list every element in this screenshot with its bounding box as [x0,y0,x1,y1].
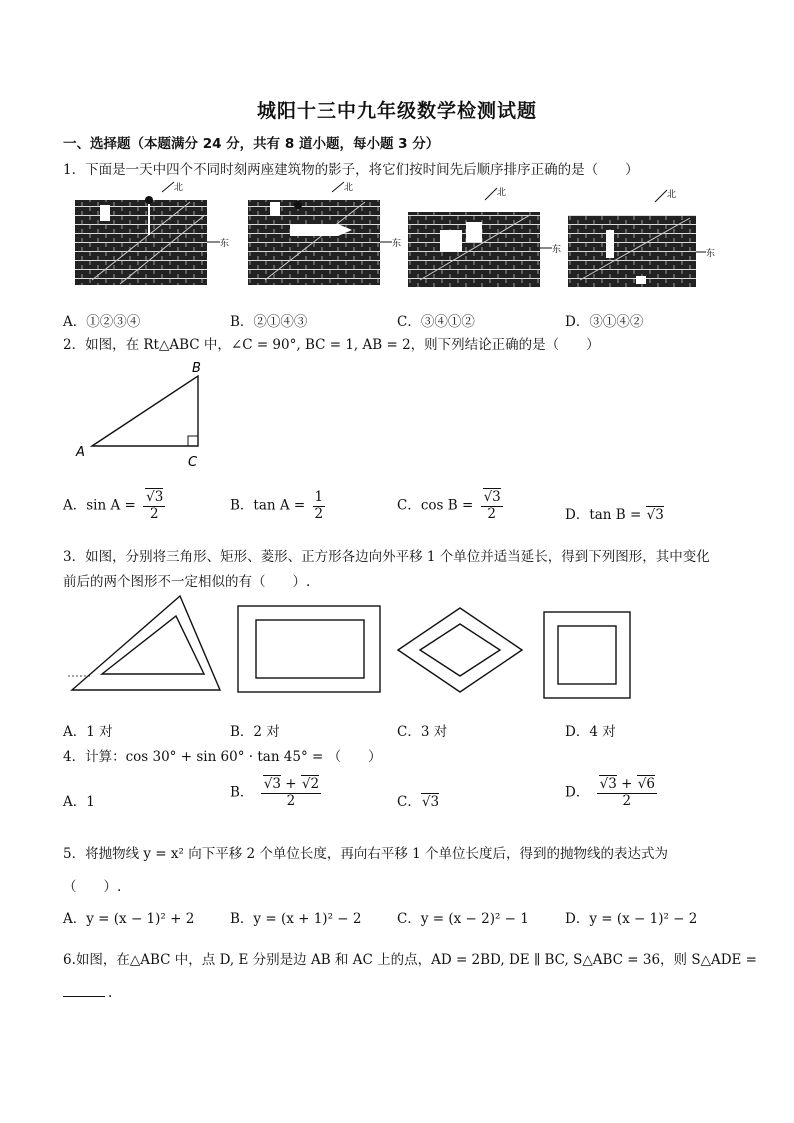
triangle-pair [68,596,220,690]
similar-shapes-figure [68,590,738,705]
q4-option-c[interactable] [397,790,439,810]
shadow-figure-2 [248,181,401,285]
east-label: 东 [220,239,230,249]
plus-sign: + [621,776,633,792]
shadow-figure-3 [408,186,561,287]
q2-option-d[interactable] [565,503,664,523]
q4-option-c-prefix: C． [397,794,421,810]
east-label: 东 [392,239,402,249]
vertex-c-label: C [188,455,198,470]
period: . [108,985,113,1001]
question-1-text: 1．下面是一天中四个不同时刻两座建筑物的影子，将它们按时间先后顺序排序正确的是（ ） [63,162,639,178]
q3-option-b[interactable]: B．2 对 [230,724,280,740]
q1-option-d[interactable]: D．③①④② [565,314,644,330]
q3-option-d[interactable]: D．4 对 [565,724,616,740]
q4-option-d-prefix: D． [565,784,590,801]
numerator: 1 [314,489,324,505]
q4-option-b-prefix: B． [230,784,254,801]
square-pair [544,612,630,698]
fraction [261,777,321,809]
radical-2: √ 6 [637,775,655,792]
question-6-text: 6.如图，在△ABC 中，点 D, E 分别是边 AB 和 AC 上的点，AD = 2BD, DE ∥ BC, S△ABC = 36，则 S△ADE = [63,952,757,968]
denominator: 2 [622,792,632,809]
fraction [143,490,165,522]
q2-option-a-prefix: A．sin A = [63,497,136,514]
q4-option-b[interactable] [230,777,321,809]
q2-option-d-prefix: D．tan B = [565,507,642,523]
north-label: 北 [174,183,184,193]
fraction [597,777,657,809]
question-2-text: 2．如图，在 Rt△ABC 中，∠C = 90°, BC = 1, AB = 2，则下列结论正确的是（ ） [63,337,600,353]
q5-option-d[interactable]: D．y = (x − 1)² − 2 [565,911,698,927]
q1-option-a[interactable]: A．①②③④ [63,314,141,330]
answer-blank-line[interactable] [63,985,112,1001]
numerator: √ 3 [483,488,501,505]
radical: √ 3 [421,793,439,810]
shadow-figure-1 [75,181,229,285]
q1-option-b[interactable]: B．②①④③ [230,314,308,330]
east-label: 东 [706,249,716,259]
fraction [313,490,326,522]
q5-option-b[interactable]: B．y = (x + 1)² − 2 [230,911,362,927]
q5-option-c[interactable]: C．y = (x − 2)² − 1 [397,911,529,927]
shadow-figures [70,180,730,302]
denominator: 2 [314,505,324,522]
q4-option-d[interactable] [565,777,657,809]
question-5-line-2: （ ）. [63,879,122,895]
radical: √ 3 [646,506,664,523]
q2-option-b[interactable] [230,490,325,522]
vertex-a-label: A [76,445,85,460]
question-5-line-1: 5．将抛物线 y = x² 向下平移 2 个单位长度，再向右平移 1 个单位长度后，得到的抛物线的表达式为 [63,846,669,862]
north-label: 北 [667,190,677,200]
section-heading: 一、选择题（本题满分 24 分，共有 8 道小题，每小题 3 分） [63,136,440,152]
denominator: 2 [487,505,496,522]
vertex-b-label: B [192,361,201,376]
q2-option-a[interactable] [63,490,165,522]
q4-option-a[interactable]: A．1 [63,794,95,810]
question-4-text: 4．计算：cos 30° + sin 60° · tan 45° = （ ） [63,749,382,765]
shadow-figure-4 [568,188,715,287]
radical-1: √ 3 [263,775,281,792]
q3-option-a[interactable]: A．1 对 [63,724,113,740]
right-triangle-figure [70,358,220,473]
denominator: 2 [286,792,296,809]
answer-blank[interactable] [63,996,105,997]
question-3-line-1: 3．如图，分别将三角形、矩形、菱形、正方形各边向外平移 1 个单位并适当延长，得到下列图形，其中变化 [63,549,710,565]
q2-option-c-prefix: C．cos B = [397,497,474,514]
q5-option-a[interactable]: A．y = (x − 1)² + 2 [63,911,195,927]
q2-option-c[interactable] [397,490,503,522]
numerator: √ 3 [145,488,163,505]
east-label: 东 [552,245,562,255]
north-label: 北 [497,188,507,198]
q3-option-c[interactable]: C．3 对 [397,724,448,740]
rhombus-pair [398,608,522,692]
north-label: 北 [344,183,354,193]
radical-2: √ 2 [301,775,319,792]
radical-1: √ 3 [599,775,617,792]
plus-sign: + [285,776,297,792]
question-3-line-2: 前后的两个图形不一定相似的有（ ）. [63,574,311,590]
page-title: 城阳十三中九年级数学检测试题 [256,100,537,122]
denominator: 2 [149,505,159,522]
q2-option-b-prefix: B．tan A = [230,497,306,514]
fraction [481,490,503,522]
rectangle-pair [238,606,380,692]
q1-option-c[interactable]: C．③④①② [397,314,475,330]
